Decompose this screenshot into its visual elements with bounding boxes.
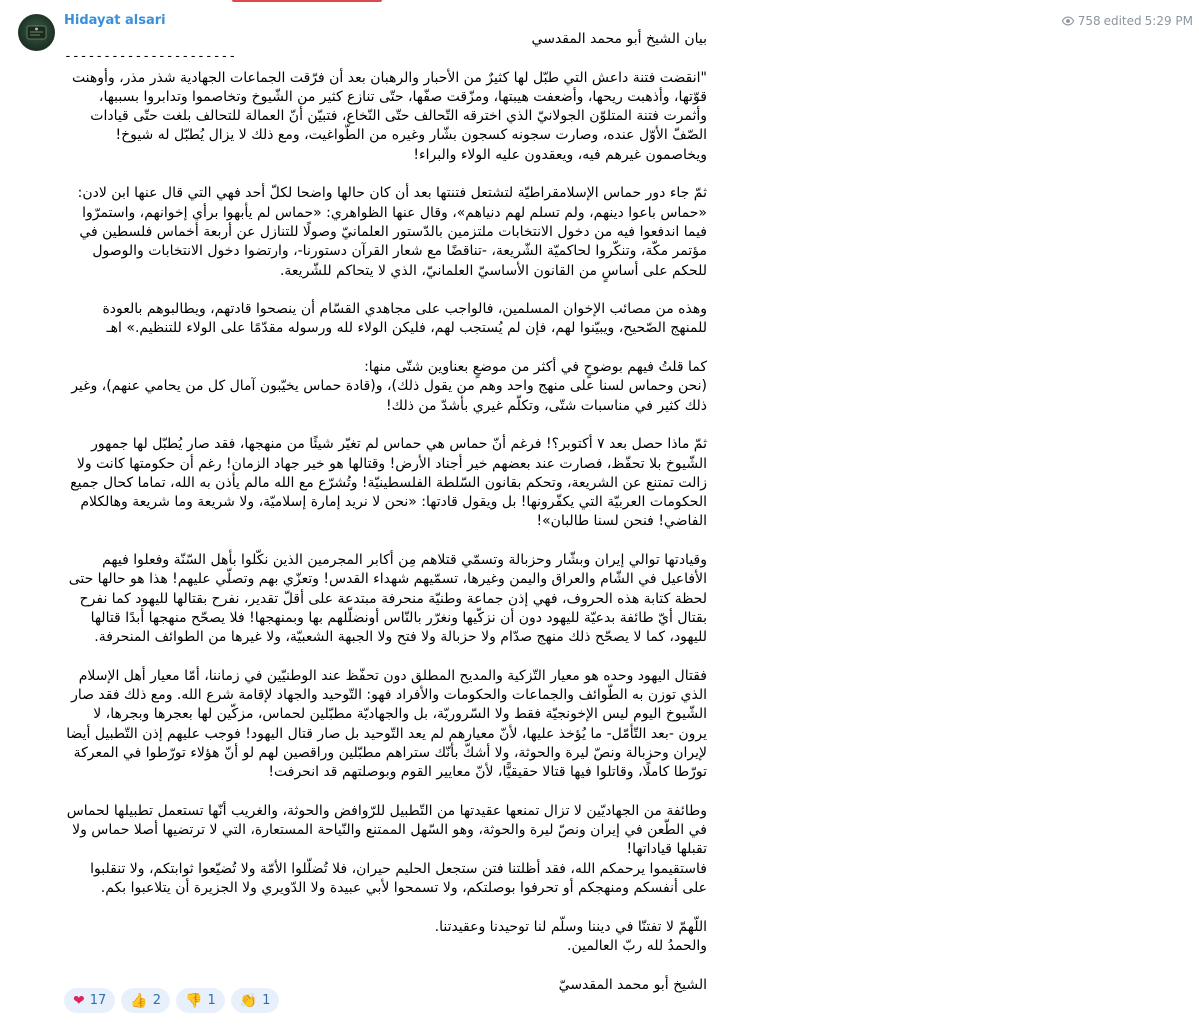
reaction-count: 1 bbox=[207, 993, 216, 1008]
thumbs-down-icon: 👎 bbox=[185, 992, 203, 1009]
avatar-image-icon bbox=[18, 14, 55, 51]
message-meta bbox=[1061, 14, 1193, 28]
reaction-heart[interactable] bbox=[64, 988, 115, 1013]
separator-line: ---------------------- bbox=[64, 49, 237, 64]
reaction-thumbs-down[interactable] bbox=[176, 988, 225, 1013]
top-accent-bar bbox=[232, 0, 382, 2]
edited-label: edited bbox=[1103, 14, 1142, 28]
sender-name[interactable]: Hidayat alsari bbox=[64, 13, 166, 28]
view-count: 758 bbox=[1077, 14, 1101, 28]
reactions-bar bbox=[64, 988, 279, 1013]
message-text: بيان الشيخ أبو محمد المقدسي "انقضت فتنة داعش التي طبّل لها كثيرٌ من الأحبار والرهبان بعد أن فرّقت الجماعات الجهادية شذر مذر، وأوهنت قوّتها، وأذهبت ريحها، وأضعفت هيبتها، ومزّقت صفّها، حتّى تنازع كثير من الشّيوخ وتخاصموا وتدابروا بسببها، وأثمرت فتنة المتلوّن الجولانيّ الذي اخترقه التّحالف حتّى النّخاع، فتبيّن أنّ العمالة للتحالف بلغت حتّى قيادات الصّفّ الأوّل عنده، وصارت سجونه كسجون بشّار وغيره من الطّواغيت، ومع ذلك لا يزال يُطبّل له شيوخ! ويخاصمون غيرهم فيه، ويعقدون عليه الولاء والبراء! ثمّ جاء دور حماس الإسلامقراطيّة لتشتعل فتنتها بعد أن كان حالها واضحا لكلّ أحد فهي التي قال عنها ابن لادن: «حماس باعوا دينهم، ولم تسلم لهم دنياهم»، وقال عنها الظواهري: «حماس لم يأبهوا برأي إخوانهم، واستمرّوا فيما اندفعوا فيه من دخول الانتخابات ملتزمين بالدّستور العلمانيّ وصولًا للتنازل عن أربعة أخماس فلسطين في مؤتمر مكّة، وتنكّروا لحاكميّة الشّريعة، -تناقضًا مع شعار القرآن دستورنا-، وارتضوا دخول الانتخابات والوصول للحكم على أساسٍ من القانون الأساسيّ العلمانيّ، الذي لا يتحاكم للشّريعة. وهذه من مصائب الإخوان المسلمين، فالواجب على مجاهدي القسّام أن ينصحوا قادتهم، ويطالبوهم بالعودة للمنهج الصّحيح، ويبيّنوا لهم، فإن لم يُستجب لهم، فليكن الولاء لله ورسوله مقدّمًا على الولاء للتنظيم.» اهـ كما قلتُ فيهم بوضوحٍ في أكثر من موضعٍ بعناوين شتّى منها: (نحن وحماس لسنا على منهج واحد وهم من يقول ذلك)، و(قادة حماس يخيّبون آمال كل من يحامي عنهم)، وغير ذلك كثير في مناسبات شتّى، وتكلّم غيري بأشدّ من ذلك! ثمّ ماذا حصل بعد ٧ أكتوبر؟! فرغم أنّ حماس هي حماس لم تغيّر شيئًا من منهجها، فقد صار يُطبّل لها جمهور الشّيوخ بلا تحفّظ، فصارت عند بعضهم خير أجناد الأرض! وقتالها هو خير جهاد الزمان! رغم أن حكومتها كانت ولا زالت تمتنع عن الشريعة، وتحكم بقانون السّلطة الفلسطينيّة! وتُشرّع مع الله مالم يأذن به الله، تماما كحال جميع الحكومات العربيّة التي يكفّرونها! بل ويقول قادتها: «نحن لا نريد إمارة إسلاميّة، ولا شريعة وما شريعة وهالكلام الفاضي! فنحن لسنا طالبان»! وقيادتها توالي إيران وبشّار وحزبالة وتسمّي قتلاهم مِن أكابر المجرمين الذين نكّلوا بأهل السّنّة وفعلوا فيهم الأفاعيل في الشّام والعراق واليمن وغيرها، تسمّيهم شهداء القدس! وتعزّي بهم وتصلّي عليهم! هذا هو حالها حتى لحظة كتابة هذه الحروف، فهي إذن جماعة وطنيّة منحرفة مبتدعة على أقلّ تقدير، نفرح بقتالها لليهود كما نفرح بقتال أيّ طائفة بدعيّة لليهود دون أن نزكّيها ونغرّر بالنّاس أونضلّلهم بها وبمنهجها! فلا يصحّح منهجها أبدًا قتالها لليهود، كما لا يصحّح ذلك منهج صدّام ولا حزبالة ولا فتح ولا الجبهة الشعبيّة، ولا غيرها من الطوائف المنحرفة. فقتال اليهود وحده هو معيار التّزكية والمديح المطلق دون تحفّظ عند الوطنيّين في زماننا، أمّا معيار أهل الإسلام الذي توزن به الطّوائف والجماعات والحكومات والأفراد فهو: التّوحيد والجهاد لإقامة شرع الله. ومع ذلك فقد صار الشّيوخ اليوم ليس الإخونجيّة فقط ولا السّروريّة، بل والجهاديّة مطبّلين لحماس، مزكّين لها بعجرها وبجرها، لا يرون -بعد التّأمّل- ما يُؤخذ عليها، لأنّ معيارهم لم يعد التّوحيد بل صار قتال اليهود! فوجب عليهم إذن التّطبيل أيضا لإيران وحزبالة ونصّ ليرة والحوثة، ولا أشكّ بأنّك ستراهم مطبّلين وراقصين لهم لو أنّ هؤلاء تورّطوا في المعركة تورّطا كاملًا، وقاتلوا فيها قتالا حقيقيًّا، لأنّ معايير القوم وبوصلتهم قد انحرفت! وطائفة من الجهاديّين لا تزال تمنعها عقيدتها من التّطبيل للرّوافض والحوثة، والغريب أنّها تستعمل تطبيلها لحماس في الطّعن في إيران ونصّ ليرة والحوثة، وهو السّهل الممتنع والنّياحة المستعارة، التي لا ترتضيها أصلا حماس ولا تقبلها قياداتها! فاستقيموا يرحمكم الله، فقد أظلتنا فتن ستجعل الحليم حيران، فلا تُضلّلوا الأمّة ولا تُضيّعوا ثوابتكم، ولا تنقلبوا على أنفسكم ومنهجكم أو تحرفوا بوصلتكم، ولا تسمحوا لأبي عبيدة ولا الدّويري ولا الجزيرة أن يتلاعبوا بكم. اللّهمّ لا تفتنّا في ديننا وسلّم لنا توحيدنا وعقيدتنا. والحمدُ لله ربّ العالمين. الشيخ أبو محمد المقدسيّ bbox=[66, 31, 707, 993]
reaction-thumbs-up[interactable] bbox=[121, 988, 170, 1013]
clapping-hands-icon: 👏 bbox=[239, 992, 258, 1009]
avatar[interactable] bbox=[18, 14, 55, 51]
reaction-count: 2 bbox=[152, 993, 161, 1008]
thumbs-up-icon: 👍 bbox=[130, 992, 148, 1009]
reaction-count: 17 bbox=[89, 993, 107, 1008]
message-time: 5:29 PM bbox=[1144, 14, 1193, 28]
heart-icon: ❤ bbox=[73, 992, 85, 1009]
reaction-clapping-hands[interactable] bbox=[231, 988, 280, 1013]
reaction-count: 1 bbox=[262, 993, 271, 1008]
eye-icon bbox=[1061, 14, 1075, 28]
